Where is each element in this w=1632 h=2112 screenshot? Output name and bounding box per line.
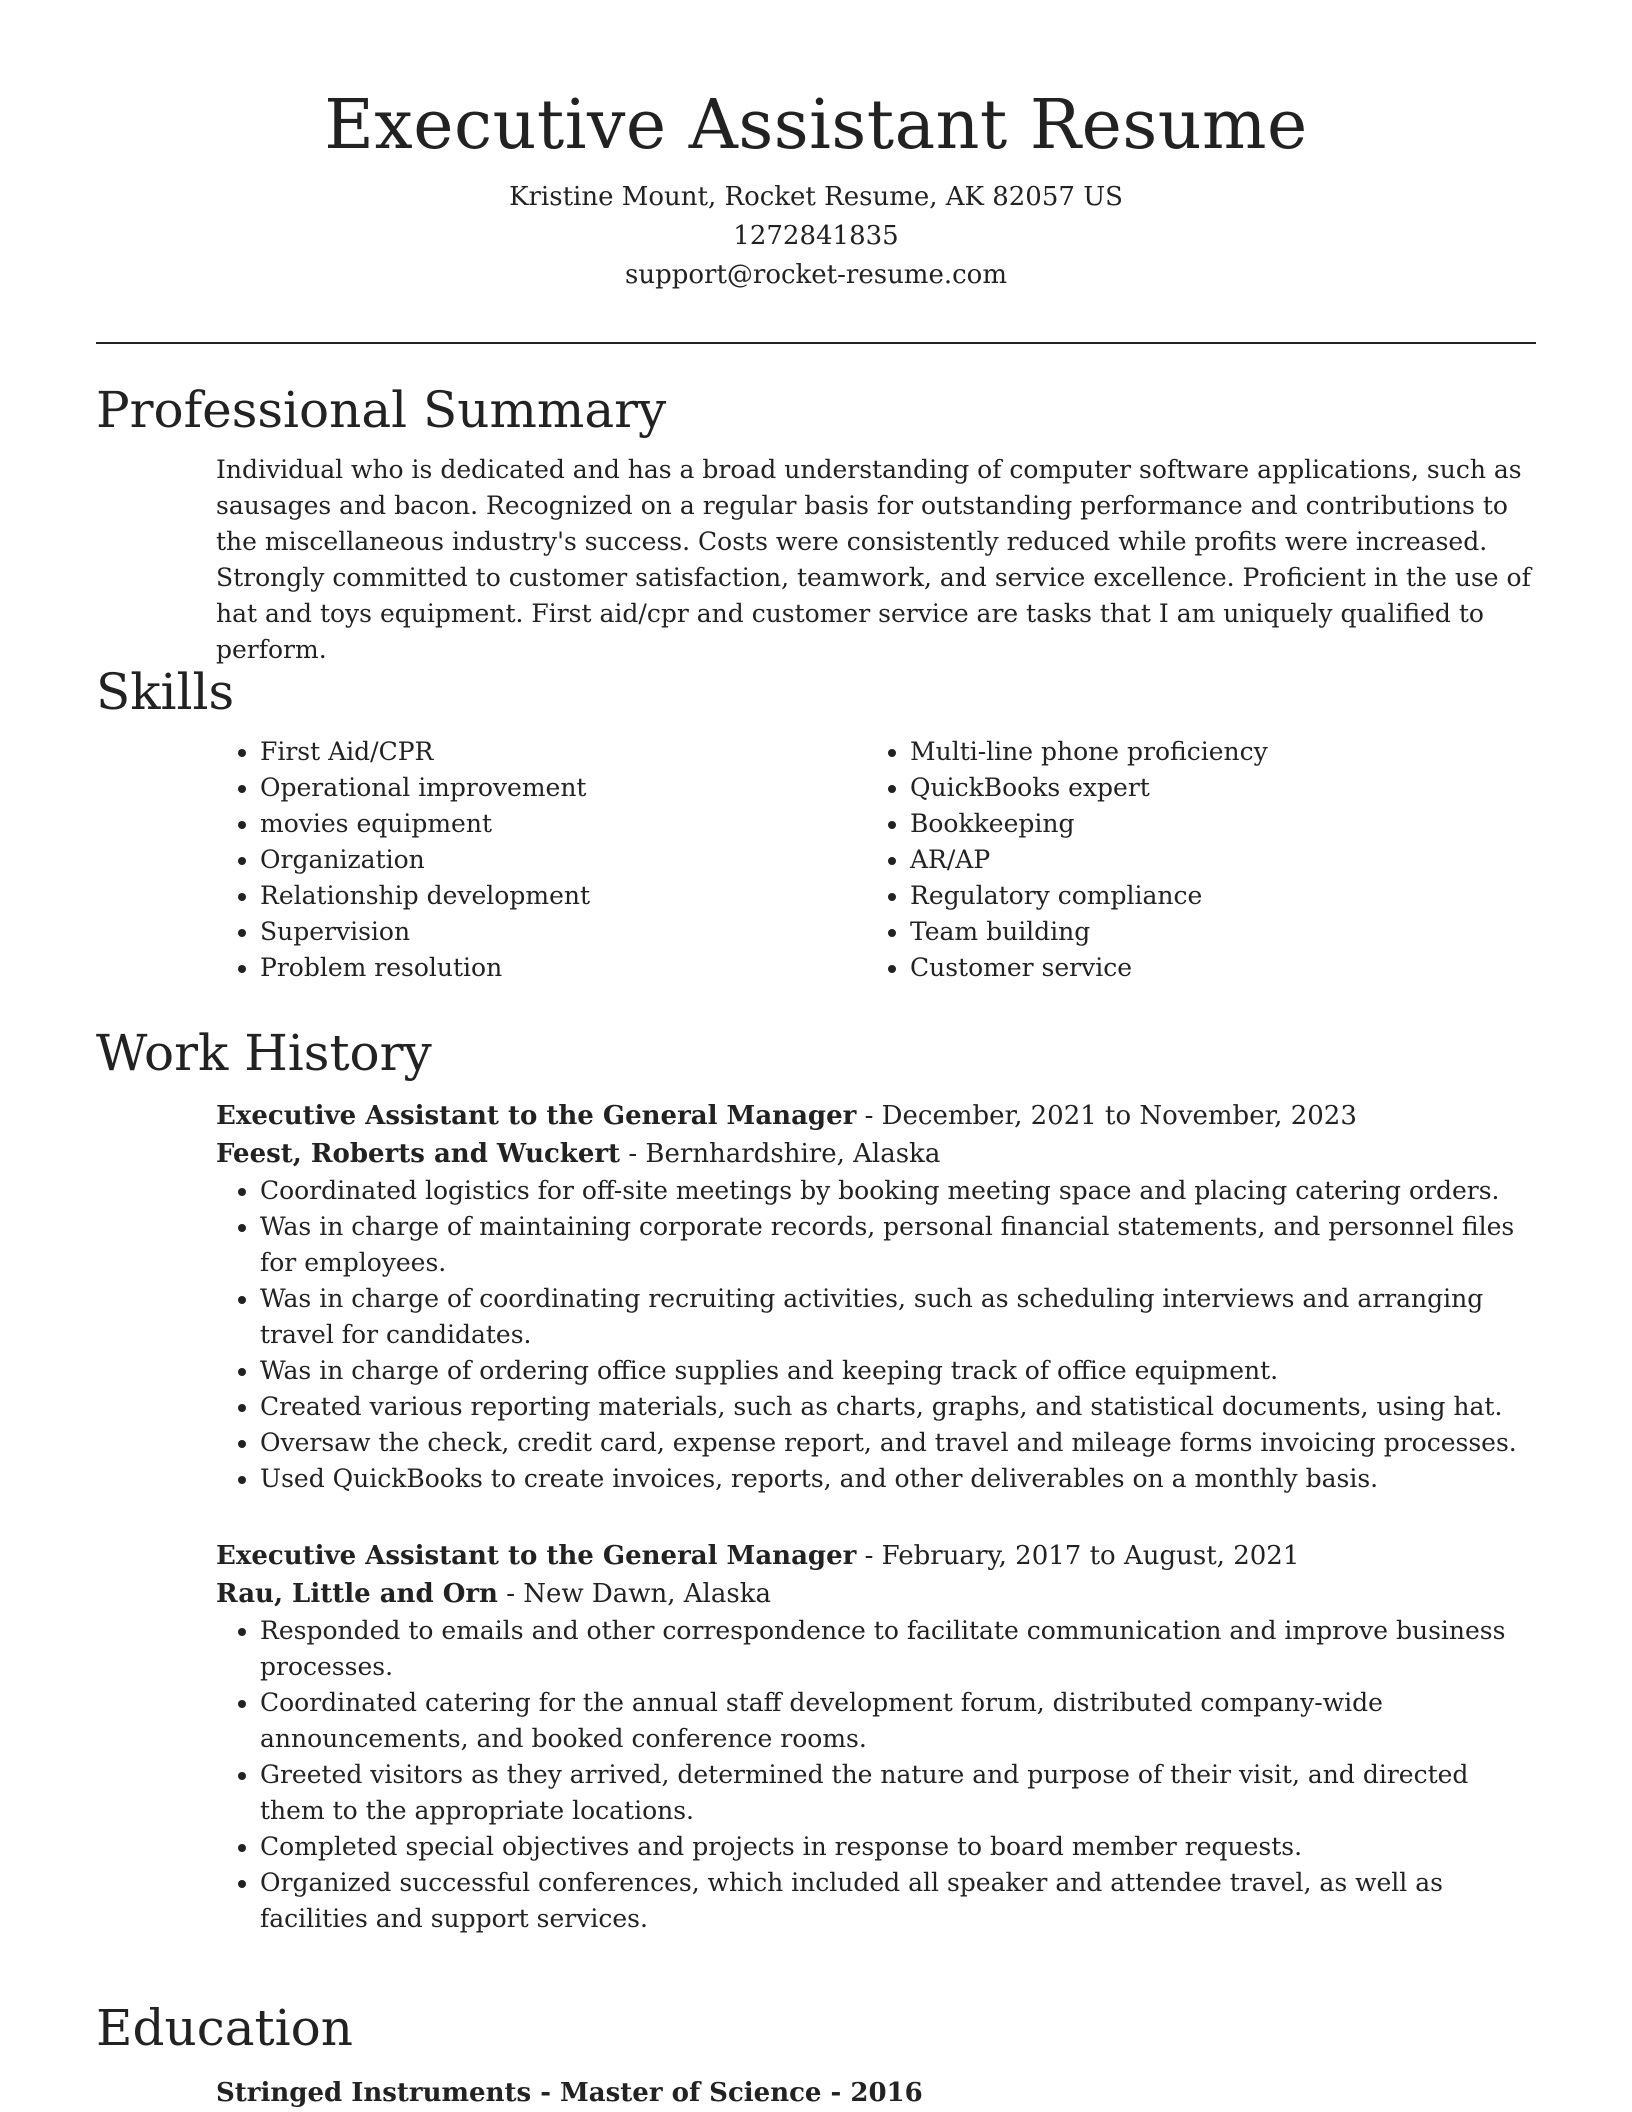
skill-item: • Customer service — [910, 950, 1516, 986]
skill-item: • movies equipment — [260, 806, 866, 842]
job-duty: • Greeted visitors as they arrived, determined the nature and purpose of their visit, and directed them to the appropriate locations. — [260, 1757, 1536, 1829]
summary-text: Individual who is dedicated and has a broad understanding of computer software applications, such as sausages and bacon. Recognized on a regular basis for outstanding performance and contributions to the miscellaneous industry's success. Costs were consistently reduced while profits were increased. Strongly committed to customer satisfaction, teamwork, and service excellence. Proficient in the use of hat and toys equipment. First aid/cpr and customer service are tasks that I am uniquely qualified to perform. — [216, 455, 1531, 664]
job-duty: • Completed special objectives and projects in response to board member requests. — [260, 1829, 1536, 1865]
job-duty: • Organized successful conferences, which included all speaker and attendee travel, as well as facilities and support services. — [260, 1865, 1536, 1937]
job-company: Feest, Roberts and Wuckert — [216, 1139, 621, 1169]
skills-list-left — [216, 734, 866, 986]
skill-item: • First Aid/CPR — [260, 734, 866, 770]
summary-section — [96, 378, 1536, 668]
contact-address: Kristine Mount, Rocket Resume, AK 82057 US — [509, 182, 1123, 212]
job-duty: • Coordinated logistics for off-site meetings by booking meeting space and placing catering orders. — [260, 1173, 1536, 1209]
skills-list-right — [866, 734, 1516, 986]
skill-item: • Bookkeeping — [910, 806, 1516, 842]
skill-item: • Supervision — [260, 914, 866, 950]
job-location: - Bernhardshire, Alaska — [620, 1139, 941, 1169]
job-entry — [216, 1537, 1536, 1937]
skill-item: • Team building — [910, 914, 1516, 950]
skills-section — [96, 660, 1536, 986]
contact-phone: 1272841835 — [733, 221, 899, 251]
job-duty: • Used QuickBooks to create invoices, reports, and other deliverables on a monthly basis. — [260, 1461, 1536, 1497]
education-section — [96, 1996, 1536, 2112]
skill-item: • Problem resolution — [260, 950, 866, 986]
job-duty: • Was in charge of ordering office supplies and keeping track of office equipment. — [260, 1353, 1536, 1389]
skill-item: • QuickBooks expert — [910, 770, 1516, 806]
skill-item: • Multi-line phone proficiency — [910, 734, 1516, 770]
work-history-heading: Work History — [96, 1024, 432, 1082]
job-duties-list — [216, 1173, 1536, 1497]
job-company: Rau, Little and Orn — [216, 1579, 498, 1609]
education-heading: Education — [96, 1999, 353, 2057]
skill-item: • Relationship development — [260, 878, 866, 914]
job-dates: - February, 2017 to August, 2021 — [856, 1541, 1300, 1571]
skill-item: • Operational improvement — [260, 770, 866, 806]
summary-heading: Professional Summary — [96, 381, 667, 439]
job-title-line — [216, 1097, 1536, 1135]
job-duty: • Was in charge of coordinating recruiting activities, such as scheduling interviews and arranging travel for candidates. — [260, 1281, 1536, 1353]
job-duties-list — [216, 1613, 1536, 1937]
job-duty: • Was in charge of maintaining corporate records, personal financial statements, and personnel files for employees. — [260, 1209, 1536, 1281]
job-company-line — [216, 1135, 1536, 1173]
skill-item: • AR/AP — [910, 842, 1516, 878]
job-duty: • Coordinated catering for the annual staff development forum, distributed company-wide announcements, and booked conference rooms. — [260, 1685, 1536, 1757]
job-duty: • Responded to emails and other correspondence to facilitate communication and improve business processes. — [260, 1613, 1536, 1685]
contact-info — [0, 178, 1632, 295]
skill-item: • Organization — [260, 842, 866, 878]
job-dates: - December, 2021 to November, 2023 — [856, 1101, 1357, 1131]
job-title-line — [216, 1537, 1536, 1575]
education-entry: Stringed Instruments - Master of Science - 2016 — [216, 2078, 923, 2108]
contact-email: support@rocket-resume.com — [624, 260, 1007, 290]
resume-header — [0, 0, 1632, 295]
job-title: Executive Assistant to the General Manager — [216, 1101, 857, 1131]
resume-title: Executive Assistant Resume — [324, 86, 1308, 165]
skills-columns — [216, 734, 1536, 986]
job-company-line — [216, 1575, 1536, 1613]
skill-item: • Regulatory compliance — [910, 878, 1516, 914]
job-duty: • Created various reporting materials, such as charts, graphs, and statistical documents, using hat. — [260, 1389, 1536, 1425]
header-divider — [96, 342, 1536, 344]
job-entry — [216, 1097, 1536, 1497]
work-history-section — [96, 1021, 1536, 1937]
job-duty: • Oversaw the check, credit card, expense report, and travel and mileage forms invoicing processes. — [260, 1425, 1536, 1461]
job-title: Executive Assistant to the General Manager — [216, 1541, 857, 1571]
skills-heading: Skills — [96, 663, 235, 721]
job-location: - New Dawn, Alaska — [497, 1579, 771, 1609]
